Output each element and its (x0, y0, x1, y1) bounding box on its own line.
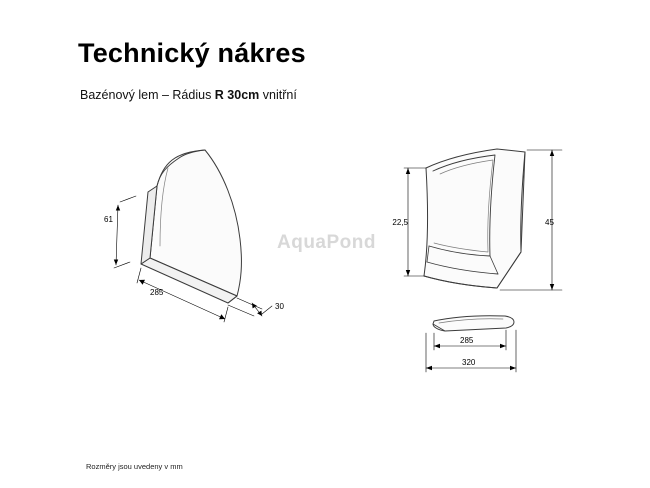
subtitle-radius: R 30cm (214, 88, 260, 102)
dimension-label-top-inner-width: 285 (460, 336, 474, 345)
isometric-view-shape (141, 150, 241, 303)
dimension-label-top-outer-width: 320 (462, 358, 476, 367)
top-view-shape (433, 316, 514, 331)
dimension-label-front-inner-height: 22,5 (392, 218, 408, 227)
front-view-shape (424, 149, 525, 288)
dimension-label-iso-thickness: 30 (275, 302, 284, 311)
dimension-label-iso-height: 61 (104, 215, 113, 224)
subtitle-suffix: vnitřní (259, 88, 297, 102)
footnote-units: Rozměry jsou uvedeny v mm (86, 462, 183, 471)
subtitle-prefix: Bazénový lem – Rádius (80, 88, 215, 102)
dimension-label-front-outer-height: 45 (545, 218, 554, 227)
dimension-label-iso-width: 285 (150, 288, 164, 297)
watermark-aquapond: AquaPond (277, 232, 376, 253)
page-title: Technický nákres (78, 38, 306, 68)
